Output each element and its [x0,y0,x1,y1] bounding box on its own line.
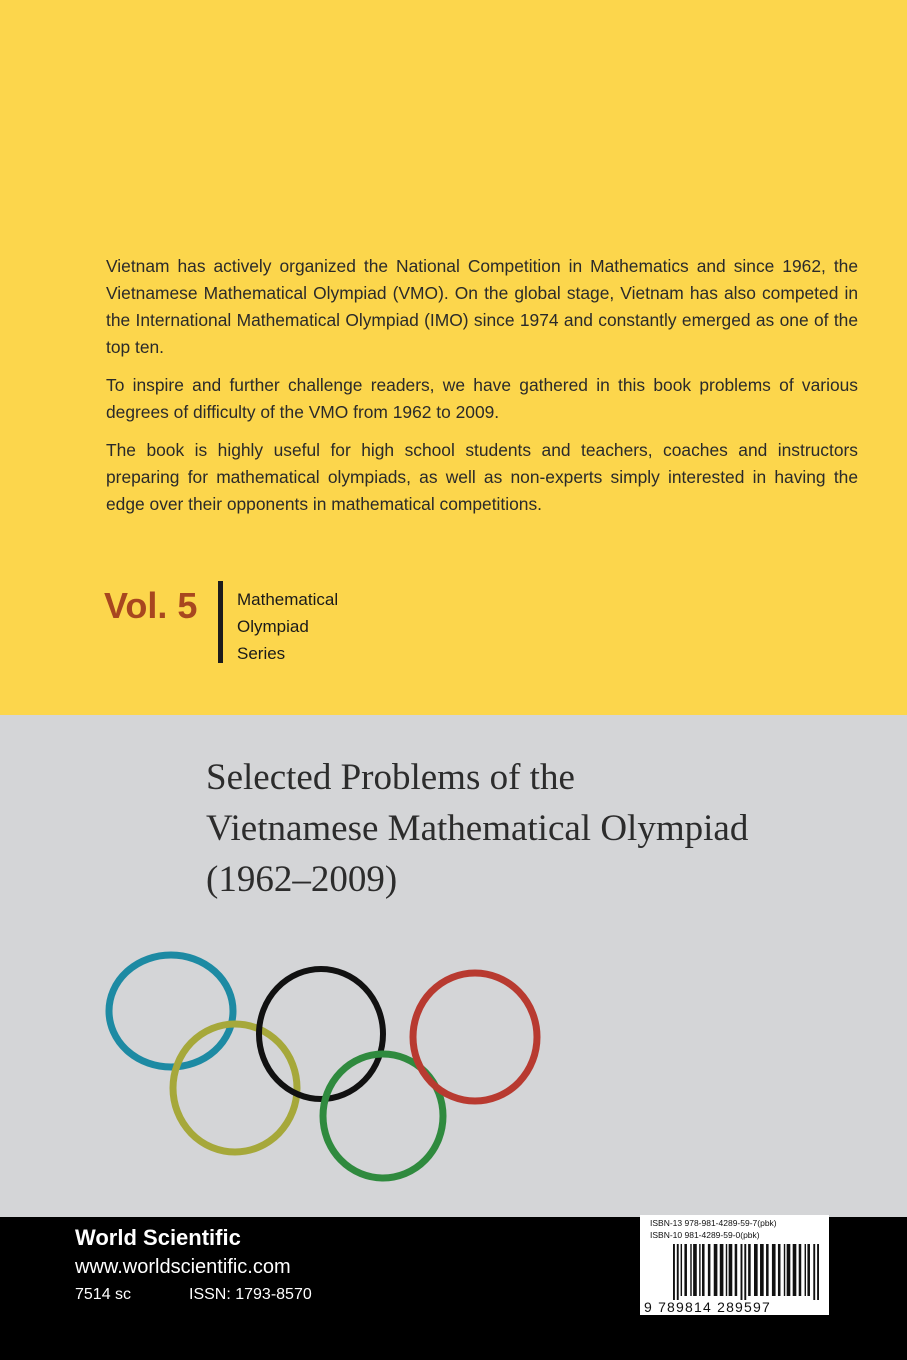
ring-red [413,973,537,1101]
barcode-bar [673,1244,675,1300]
barcode-bar [702,1244,705,1296]
barcode-bars [673,1244,819,1300]
title-line: (1962–2009) [206,859,398,900]
barcode-bar [690,1244,691,1296]
barcode-bar [793,1244,797,1296]
barcode-bar [787,1244,791,1296]
blurb-paragraph: The book is highly useful for high school students and teachers, coaches and instructors preparing for mathematical olympiads, as well as non-experts simply interested in having the edge over their opponents in mathematical competitions. [106,440,858,514]
publisher-url: www.worldscientific.com [75,1256,291,1278]
series-line: Series [237,644,286,663]
barcode-bar [729,1244,733,1296]
series-line: Mathematical [237,590,339,609]
barcode-bar [772,1244,776,1296]
title-line: Vietnamese Mathematical Olympiad [206,808,749,849]
barcode-bar [799,1244,802,1296]
barcode-bar [748,1244,751,1296]
blurb-paragraph: Vietnam has actively organized the National Competition in Mathematics and since 1962, the Vietnamese Mathematical Olympiad (VMO). On the global stage, Vietnam has also competed in the International Mathematical Olympiad (IMO) since 1974 and constantly emerged as one of the top ten. [106,256,858,357]
olympic-rings-icon [95,945,555,1195]
series-name [237,586,338,667]
ring-blue [109,955,233,1067]
barcode-bar [754,1244,758,1296]
barcode-bar [744,1244,746,1300]
barcode-bar [714,1244,718,1296]
product-code: 7514 sc [75,1286,132,1303]
title-line: Selected Problems of the [206,757,575,798]
publisher-name: World Scientific [75,1225,241,1250]
issn-number: ISSN: 1793-8570 [189,1286,312,1303]
barcode-bar [699,1244,700,1296]
barcode-bar [726,1244,727,1296]
barcode-bar [817,1244,819,1300]
blurb-paragraph: To inspire and further challenge readers, we have gathered in this book problems of various degrees of difficulty of the VMO from 1962 to 2009. [106,375,858,422]
isbn-13-text: ISBN-13 978-981-4289-59-7(pbk) [650,1218,777,1228]
barcode-bar [684,1244,687,1296]
barcode-label [640,1215,829,1315]
barcode-bar [813,1244,815,1300]
ring-black [259,969,383,1099]
volume-number: Vol. 5 [104,585,198,626]
barcode-bar [708,1244,711,1296]
barcode-bar [720,1244,724,1296]
barcode-bar [807,1244,810,1296]
barcode-digits: 9 789814 289597 [644,1299,771,1315]
barcode-bar [766,1244,769,1296]
barcode-bar [778,1244,781,1296]
barcode-bar [760,1244,764,1296]
ring-yellow [173,1024,297,1152]
barcode-bar [784,1244,785,1296]
series-line: Olympiad [237,617,309,636]
barcode-bar [693,1244,697,1296]
series-divider [218,581,223,663]
isbn-10-text: ISBN-10 981-4289-59-0(pbk) [650,1230,760,1240]
blurb-text [106,253,858,529]
barcode-bar [677,1244,679,1300]
barcode-bar [741,1244,743,1300]
barcode-bar [805,1244,806,1296]
barcode-bar [681,1244,682,1296]
barcode-bar [735,1244,738,1296]
book-title [206,752,748,905]
